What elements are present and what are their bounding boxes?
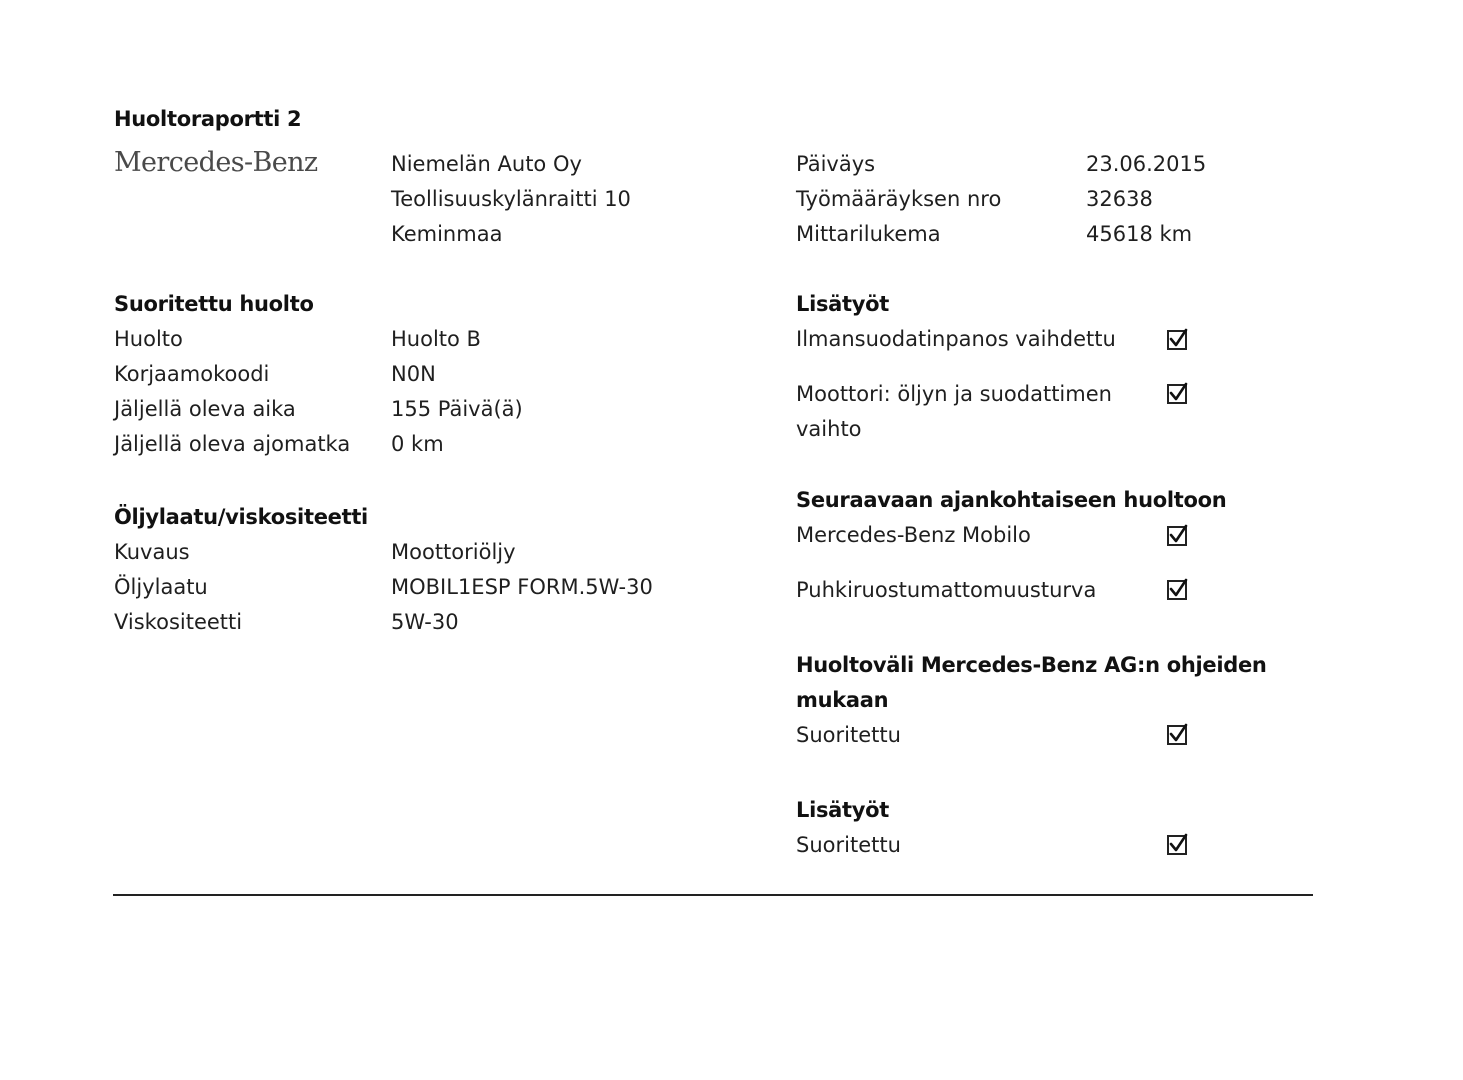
interval-heading: Huoltoväli Mercedes-Benz AG:n ohjeiden mukaan xyxy=(796,653,1267,712)
dealer-street: Teollisuuskylänraitti 10 xyxy=(391,187,631,211)
work-order-value: 32638 xyxy=(1086,187,1153,211)
additional-work-2-checkbox[interactable] xyxy=(1167,835,1187,855)
oil-row-label: Kuvaus xyxy=(114,540,190,564)
next-service-item-label: Mercedes-Benz Mobilo xyxy=(796,523,1031,547)
checkmark-icon xyxy=(1168,381,1190,405)
next-service-heading: Seuraavaan ajankohtaiseen huoltoon xyxy=(796,488,1227,512)
service-row-value: Huolto B xyxy=(391,327,481,351)
additional-work-item-label: Moottori: öljyn ja suodattimen vaihto xyxy=(796,382,1112,441)
odometer-label: Mittarilukema xyxy=(796,222,941,246)
additional-work-2-item-label: Suoritettu xyxy=(796,833,901,857)
additional-work-heading: Lisätyöt xyxy=(796,292,890,316)
service-row-label: Jäljellä oleva aika xyxy=(114,397,296,421)
interval-done-checkbox[interactable] xyxy=(1167,725,1187,745)
additional-work-item-label: Ilmansuodatinpanos vaihdettu xyxy=(796,327,1116,351)
air-filter-checkbox[interactable] xyxy=(1167,330,1187,350)
checkmark-icon xyxy=(1168,722,1190,746)
work-order-label: Työmääräyksen nro xyxy=(796,187,1002,211)
additional-work-2-heading: Lisätyöt xyxy=(796,798,890,822)
interval-item-label: Suoritettu xyxy=(796,723,901,747)
service-row-label: Korjaamokoodi xyxy=(114,362,270,386)
checkmark-icon xyxy=(1168,577,1190,601)
oil-change-checkbox[interactable] xyxy=(1167,384,1187,404)
bottom-divider xyxy=(113,894,1313,896)
oil-row-label: Öljylaatu xyxy=(114,575,208,599)
oil-row-value: MOBIL1ESP FORM.5W-30 xyxy=(391,575,653,599)
date-value: 23.06.2015 xyxy=(1086,152,1207,176)
date-label: Päiväys xyxy=(796,152,876,176)
odometer-value: 45618 km xyxy=(1086,222,1193,246)
checkmark-icon xyxy=(1168,327,1190,351)
oil-row-label: Viskositeetti xyxy=(114,610,243,634)
brand-logo-text: Mercedes-Benz xyxy=(114,147,318,178)
service-row-label: Huolto xyxy=(114,327,183,351)
rust-warranty-checkbox[interactable] xyxy=(1167,580,1187,600)
next-service-item-label: Puhkiruostumattomuusturva xyxy=(796,578,1097,602)
dealer-name: Niemelän Auto Oy xyxy=(391,152,582,176)
mobilo-checkbox[interactable] xyxy=(1167,526,1187,546)
checkmark-icon xyxy=(1168,523,1190,547)
checkmark-icon xyxy=(1168,832,1190,856)
report-title: Huoltoraportti 2 xyxy=(114,107,302,131)
oil-row-value: Moottoriöljy xyxy=(391,540,516,564)
service-heading: Suoritettu huolto xyxy=(114,292,314,316)
dealer-city: Keminmaa xyxy=(391,222,503,246)
service-row-label: Jäljellä oleva ajomatka xyxy=(114,432,351,456)
service-row-value: 0 km xyxy=(391,432,444,456)
oil-row-value: 5W-30 xyxy=(391,610,459,634)
oil-heading: Öljylaatu/viskositeetti xyxy=(114,505,368,529)
service-row-value: N0N xyxy=(391,362,436,386)
service-row-value: 155 Päivä(ä) xyxy=(391,397,523,421)
